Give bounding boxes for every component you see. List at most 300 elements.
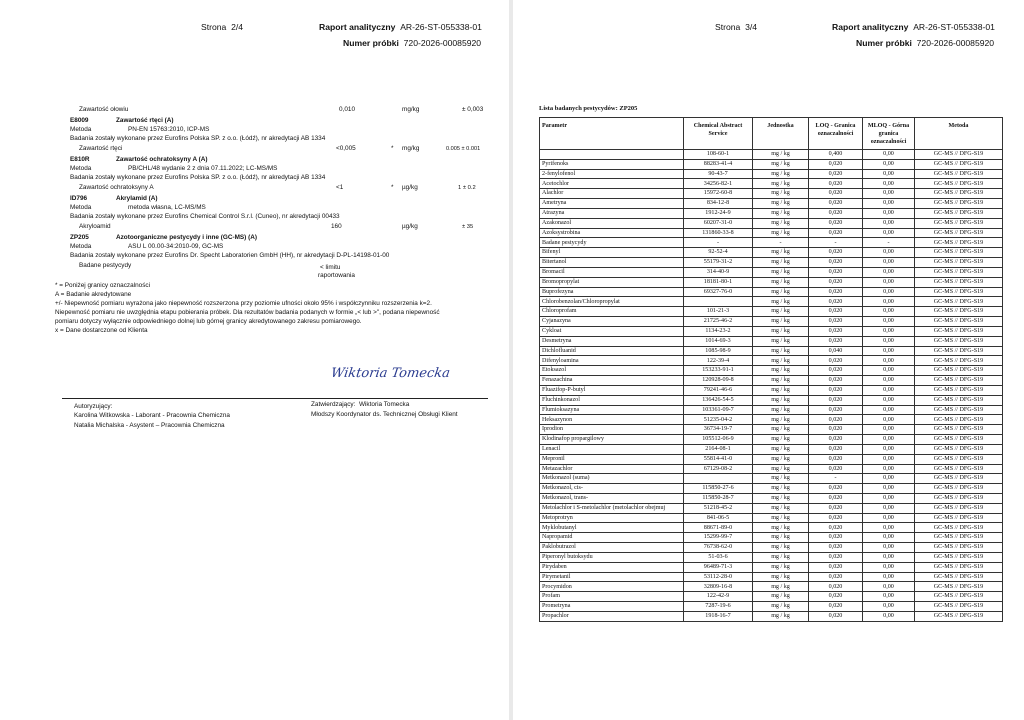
table-cell: 0,00 bbox=[863, 552, 915, 562]
table-row bbox=[540, 248, 1003, 258]
table-cell: 0,020 bbox=[809, 267, 863, 277]
table-cell: 15972-60-8 bbox=[684, 189, 753, 199]
lead-value: 0,010 bbox=[339, 106, 355, 113]
table-cell: 0,020 bbox=[809, 366, 863, 376]
table-cell: mg / kg bbox=[753, 611, 809, 621]
table-cell: GC-MS // DFG-S19 bbox=[915, 326, 1003, 336]
acrylamide-value: 160 bbox=[331, 223, 342, 230]
ochratoxin-unit: µg/kg bbox=[402, 184, 418, 191]
table-cell: mg / kg bbox=[753, 287, 809, 297]
table-cell: mg / kg bbox=[753, 444, 809, 454]
table-cell: mg / kg bbox=[753, 493, 809, 503]
column-header: Metoda bbox=[915, 118, 1003, 150]
table-cell: Mepronil bbox=[540, 454, 684, 464]
table-cell: GC-MS // DFG-S19 bbox=[915, 258, 1003, 268]
table-cell: 0,00 bbox=[863, 326, 915, 336]
table-cell: 153233-91-1 bbox=[684, 366, 753, 376]
table-cell: 0,020 bbox=[809, 405, 863, 415]
table-cell: Myklobutanyl bbox=[540, 523, 684, 533]
column-header: Jednostka bbox=[753, 118, 809, 150]
table-cell: 69327-76-0 bbox=[684, 287, 753, 297]
table-cell: Dichlofluanid bbox=[540, 346, 684, 356]
approver-role: Młodszy Koordynator ds. Technicznej Obsługi Klient bbox=[311, 411, 458, 418]
table-row bbox=[540, 592, 1003, 602]
table-cell: mg / kg bbox=[753, 454, 809, 464]
table-cell: mg / kg bbox=[753, 602, 809, 612]
table-cell: 0,00 bbox=[863, 208, 915, 218]
table-cell: mg / kg bbox=[753, 572, 809, 582]
table-cell: mg / kg bbox=[753, 326, 809, 336]
table-cell: Atrazyna bbox=[540, 208, 684, 218]
table-cell: 51218-45-2 bbox=[684, 503, 753, 513]
table-cell: GC-MS // DFG-S19 bbox=[915, 376, 1003, 386]
table-cell: mg / kg bbox=[753, 189, 809, 199]
table-cell: GC-MS // DFG-S19 bbox=[915, 503, 1003, 513]
report-number: Raport analityczny AR-26-ST-055338-01 bbox=[832, 22, 995, 32]
table-row bbox=[540, 513, 1003, 523]
table-cell: 0,00 bbox=[863, 267, 915, 277]
table-cell: GC-MS // DFG-S19 bbox=[915, 159, 1003, 169]
table-cell: 0,020 bbox=[809, 159, 863, 169]
test-title-id796: Akrylamid (A) bbox=[116, 195, 158, 202]
table-row bbox=[540, 238, 1003, 248]
table-cell: mg / kg bbox=[753, 258, 809, 268]
table-row bbox=[540, 425, 1003, 435]
table-row bbox=[540, 562, 1003, 572]
table-cell: mg / kg bbox=[753, 277, 809, 287]
table-row bbox=[540, 258, 1003, 268]
table-cell: 0,020 bbox=[809, 493, 863, 503]
table-row bbox=[540, 336, 1003, 346]
lead-uncertainty: ± 0,003 bbox=[462, 106, 484, 113]
table-row bbox=[540, 199, 1003, 209]
table-cell: GC-MS // DFG-S19 bbox=[915, 218, 1003, 228]
table-cell: GC-MS // DFG-S19 bbox=[915, 543, 1003, 553]
table-row bbox=[540, 376, 1003, 386]
table-cell: 0,020 bbox=[809, 199, 863, 209]
table-cell: GC-MS // DFG-S19 bbox=[915, 572, 1003, 582]
table-cell: Metkonazol, trans- bbox=[540, 493, 684, 503]
table-cell: mg / kg bbox=[753, 464, 809, 474]
table-cell: 0,00 bbox=[863, 444, 915, 454]
table-cell: GC-MS // DFG-S19 bbox=[915, 582, 1003, 592]
table-cell: 0,00 bbox=[863, 523, 915, 533]
table-cell: 0,00 bbox=[863, 287, 915, 297]
table-cell: Pyrifenoks bbox=[540, 159, 684, 169]
author: Natalia Michalska - Asystent – Pracownia Chemiczna bbox=[74, 422, 225, 429]
table-cell: 0,020 bbox=[809, 611, 863, 621]
table-cell: mg / kg bbox=[753, 513, 809, 523]
table-cell: Lenacil bbox=[540, 444, 684, 454]
table-cell: GC-MS // DFG-S19 bbox=[915, 405, 1003, 415]
table-cell: mg / kg bbox=[753, 346, 809, 356]
table-cell: 122-39-4 bbox=[684, 356, 753, 366]
table-cell: GC-MS // DFG-S19 bbox=[915, 513, 1003, 523]
table-cell: 88283-41-4 bbox=[684, 159, 753, 169]
table-row bbox=[540, 444, 1003, 454]
table-cell: Fluazifop-P-butyl bbox=[540, 385, 684, 395]
table-cell: 0,020 bbox=[809, 562, 863, 572]
table-cell: 96489-71-3 bbox=[684, 562, 753, 572]
table-cell: 136426-54-5 bbox=[684, 395, 753, 405]
table-cell: Buprofezyna bbox=[540, 287, 684, 297]
pesticides-table bbox=[539, 117, 1003, 622]
table-cell: 0,00 bbox=[863, 336, 915, 346]
table-cell: 36734-19-7 bbox=[684, 425, 753, 435]
method-id796: metoda własna, LC-MS/MS bbox=[128, 204, 206, 211]
table-cell: mg / kg bbox=[753, 405, 809, 415]
table-cell bbox=[684, 297, 753, 307]
handwritten-signature: Wiktoria Tomecka bbox=[329, 366, 451, 381]
table-cell: 0,020 bbox=[809, 277, 863, 287]
lab-zp205: Badania zostały wykonane przez Eurofins Dr. Specht Laboratorien GmbH (HH), nr akredytacji D-PL-14198-01-00 bbox=[70, 252, 390, 259]
table-cell: 0,00 bbox=[863, 533, 915, 543]
table-cell: mg / kg bbox=[753, 543, 809, 553]
table-cell: 0,020 bbox=[809, 543, 863, 553]
table-cell: Procymidon bbox=[540, 582, 684, 592]
acrylamide-label: Akryloamid bbox=[79, 223, 111, 230]
report-page-3 bbox=[513, 0, 1024, 720]
table-cell: 18181-80-1 bbox=[684, 277, 753, 287]
table-cell: 0,020 bbox=[809, 228, 863, 238]
table-cell: mg / kg bbox=[753, 179, 809, 189]
table-cell: GC-MS // DFG-S19 bbox=[915, 523, 1003, 533]
table-cell: mg / kg bbox=[753, 376, 809, 386]
table-cell: 0,020 bbox=[809, 444, 863, 454]
table-cell: Pirymetanil bbox=[540, 572, 684, 582]
table-cell: GC-MS // DFG-S19 bbox=[915, 297, 1003, 307]
table-cell: Difenyloamina bbox=[540, 356, 684, 366]
table-cell: mg / kg bbox=[753, 356, 809, 366]
method-label: Metoda bbox=[70, 165, 92, 172]
table-cell: 0,00 bbox=[863, 199, 915, 209]
table-cell: GC-MS // DFG-S19 bbox=[915, 199, 1003, 209]
table-cell: 120928-09-8 bbox=[684, 376, 753, 386]
table-cell: 841-06-5 bbox=[684, 513, 753, 523]
ochratoxin-uncertainty: 1 ± 0.2 bbox=[458, 185, 476, 191]
test-code-zp205: ZP205 bbox=[70, 234, 89, 241]
table-cell: Cykloat bbox=[540, 326, 684, 336]
table-cell: mg / kg bbox=[753, 523, 809, 533]
table-cell: 314-40-9 bbox=[684, 267, 753, 277]
table-cell: 90-43-7 bbox=[684, 169, 753, 179]
table-cell: mg / kg bbox=[753, 150, 809, 160]
table-cell: 115850-28-7 bbox=[684, 493, 753, 503]
authors-label: Autoryzujący: bbox=[74, 403, 113, 410]
table-cell: 0,020 bbox=[809, 464, 863, 474]
table-body bbox=[540, 150, 1003, 622]
table-cell: 0,020 bbox=[809, 287, 863, 297]
table-row bbox=[540, 405, 1003, 415]
mercury-star: * bbox=[391, 145, 394, 152]
table-cell: 0,020 bbox=[809, 395, 863, 405]
table-cell: 0,00 bbox=[863, 464, 915, 474]
table-cell: Azakonazol bbox=[540, 218, 684, 228]
table-cell: Azoksystrobina bbox=[540, 228, 684, 238]
table-cell: GC-MS // DFG-S19 bbox=[915, 346, 1003, 356]
table-cell: mg / kg bbox=[753, 425, 809, 435]
table-cell: 0,00 bbox=[863, 582, 915, 592]
table-cell: GC-MS // DFG-S19 bbox=[915, 552, 1003, 562]
page-number: Strona 3/4 bbox=[715, 22, 758, 32]
column-header: LOQ - Granica oznaczalności bbox=[809, 118, 863, 150]
table-row bbox=[540, 503, 1003, 513]
table-row bbox=[540, 523, 1003, 533]
table-cell: GC-MS // DFG-S19 bbox=[915, 464, 1003, 474]
table-row bbox=[540, 454, 1003, 464]
table-row bbox=[540, 533, 1003, 543]
table-cell: 0,00 bbox=[863, 258, 915, 268]
table-cell: Desmetryna bbox=[540, 336, 684, 346]
table-cell: GC-MS // DFG-S19 bbox=[915, 602, 1003, 612]
table-cell: 0,00 bbox=[863, 346, 915, 356]
table-cell: mg / kg bbox=[753, 248, 809, 258]
table-cell: GC-MS // DFG-S19 bbox=[915, 287, 1003, 297]
table-cell: 0,020 bbox=[809, 307, 863, 317]
table-cell: GC-MS // DFG-S19 bbox=[915, 611, 1003, 621]
table-cell: 0,00 bbox=[863, 592, 915, 602]
table-row bbox=[540, 189, 1003, 199]
table-cell: Chloroprofam bbox=[540, 307, 684, 317]
table-cell: 0,020 bbox=[809, 376, 863, 386]
test-code-e810r: E810R bbox=[70, 156, 90, 163]
table-cell: 105512-06-9 bbox=[684, 435, 753, 445]
table-cell: 79241-46-6 bbox=[684, 385, 753, 395]
table-cell: Bitertanol bbox=[540, 258, 684, 268]
table-cell: 0,00 bbox=[863, 454, 915, 464]
table-cell: 0,020 bbox=[809, 533, 863, 543]
table-cell: Flumioksazyna bbox=[540, 405, 684, 415]
table-row bbox=[540, 287, 1003, 297]
table-cell bbox=[540, 150, 684, 160]
table-cell: GC-MS // DFG-S19 bbox=[915, 444, 1003, 454]
table-row bbox=[540, 602, 1003, 612]
table-cell: Bifenyl bbox=[540, 248, 684, 258]
table-cell bbox=[684, 474, 753, 484]
column-header: Chemical Abstract Service bbox=[684, 118, 753, 150]
table-row bbox=[540, 582, 1003, 592]
table-row bbox=[540, 484, 1003, 494]
legend-line: +/- Niepewność pomiaru wyrażona jako niepewność rozszerzona przy poziomie ufności około 95% i współczynniku rozszerzenia k=2. bbox=[55, 300, 432, 307]
table-cell: 0,020 bbox=[809, 454, 863, 464]
table-cell: 0,020 bbox=[809, 435, 863, 445]
table-cell: - bbox=[753, 238, 809, 248]
table-cell: Bromacil bbox=[540, 267, 684, 277]
table-cell: 0,00 bbox=[863, 150, 915, 160]
table-cell: mg / kg bbox=[753, 267, 809, 277]
table-cell: GC-MS // DFG-S19 bbox=[915, 179, 1003, 189]
table-cell: mg / kg bbox=[753, 159, 809, 169]
table-cell: mg / kg bbox=[753, 474, 809, 484]
method-e8009: PN-EN 15763:2010, ICP-MS bbox=[128, 126, 210, 133]
table-cell: GC-MS // DFG-S19 bbox=[915, 592, 1003, 602]
table-cell: GC-MS // DFG-S19 bbox=[915, 208, 1003, 218]
table-cell: 0,00 bbox=[863, 317, 915, 327]
table-cell: mg / kg bbox=[753, 484, 809, 494]
table-cell: 55814-41-0 bbox=[684, 454, 753, 464]
lab-e810r: Badania zostały wykonane przez Eurofins Polska SP. z o.o. (Łódź), nr akredytacji AB 1334 bbox=[70, 174, 326, 181]
test-title-zp205: Azotoorganiczne pestycydy i inne (GC-MS) (A) bbox=[116, 234, 257, 241]
page-number: Strona 2/4 bbox=[201, 22, 244, 32]
sample-number: Numer próbki 720-2026-00085920 bbox=[343, 38, 482, 48]
table-cell: 0,00 bbox=[863, 513, 915, 523]
table-cell: 60207-31-0 bbox=[684, 218, 753, 228]
table-cell: 0,020 bbox=[809, 425, 863, 435]
table-cell: GC-MS // DFG-S19 bbox=[915, 248, 1003, 258]
method-e810r: PB/CHL/48 wydanie 2 z dnia 07.11.2022; LC-MS/MS bbox=[128, 165, 278, 172]
table-row bbox=[540, 464, 1003, 474]
table-row bbox=[540, 346, 1003, 356]
table-row bbox=[540, 159, 1003, 169]
table-cell: GC-MS // DFG-S19 bbox=[915, 562, 1003, 572]
lab-id796: Badania zostały wykonane przez Eurofins Chemical Control S.r.l. (Cuneo), nr akredytacji 00433 bbox=[70, 213, 340, 220]
table-cell: - bbox=[684, 238, 753, 248]
table-cell: mg / kg bbox=[753, 582, 809, 592]
table-cell: 122-42-9 bbox=[684, 592, 753, 602]
lead-label: Zawartość ołowiu bbox=[79, 106, 129, 113]
table-cell: 0,040 bbox=[809, 346, 863, 356]
table-cell: 0,00 bbox=[863, 395, 915, 405]
table-cell: 0,020 bbox=[809, 169, 863, 179]
table-cell: Piperonyl butoksydu bbox=[540, 552, 684, 562]
table-cell: GC-MS // DFG-S19 bbox=[915, 395, 1003, 405]
table-cell: Etoksazol bbox=[540, 366, 684, 376]
table-cell: mg / kg bbox=[753, 395, 809, 405]
test-title-e810r: Zawartość ochratoksyny A (A) bbox=[116, 156, 208, 163]
table-cell: GC-MS // DFG-S19 bbox=[915, 336, 1003, 346]
table-row bbox=[540, 611, 1003, 621]
table-cell: 0,020 bbox=[809, 582, 863, 592]
table-cell: 55179-31-2 bbox=[684, 258, 753, 268]
mercury-value: <0,005 bbox=[336, 145, 356, 152]
table-cell: 0,00 bbox=[863, 297, 915, 307]
table-cell: mg / kg bbox=[753, 533, 809, 543]
table-cell: 0,00 bbox=[863, 356, 915, 366]
table-cell: 0,020 bbox=[809, 523, 863, 533]
table-cell: 51-03-6 bbox=[684, 552, 753, 562]
method-label: Metoda bbox=[70, 126, 92, 133]
divider bbox=[62, 398, 488, 399]
table-cell: GC-MS // DFG-S19 bbox=[915, 435, 1003, 445]
table-row bbox=[540, 435, 1003, 445]
table-cell: GC-MS // DFG-S19 bbox=[915, 267, 1003, 277]
table-cell: Fluchinkonazol bbox=[540, 395, 684, 405]
table-cell: 67129-08-2 bbox=[684, 464, 753, 474]
lab-e8009: Badania zostały wykonane przez Eurofins Polska SP. z o.o. (Łódź), nr akredytacji AB 1334 bbox=[70, 135, 326, 142]
table-cell: 2-fenylofenol bbox=[540, 169, 684, 179]
table-cell: GC-MS // DFG-S19 bbox=[915, 189, 1003, 199]
table-cell: 0,00 bbox=[863, 425, 915, 435]
test-code-e8009: E8009 bbox=[70, 117, 89, 124]
table-cell: Paklobutrazol bbox=[540, 543, 684, 553]
test-title-e8009: Zawartość rtęci (A) bbox=[116, 117, 174, 124]
table-row bbox=[540, 572, 1003, 582]
ochratoxin-value: <1 bbox=[336, 184, 344, 191]
table-cell: GC-MS // DFG-S19 bbox=[915, 277, 1003, 287]
table-cell: mg / kg bbox=[753, 307, 809, 317]
table-cell: Cyjanazyna bbox=[540, 317, 684, 327]
mercury-unit: mg/kg bbox=[402, 145, 420, 152]
table-cell: 0,00 bbox=[863, 415, 915, 425]
table-cell: 21725-46-2 bbox=[684, 317, 753, 327]
table-cell: Acetochlor bbox=[540, 179, 684, 189]
table-cell: 1085-98-9 bbox=[684, 346, 753, 356]
table-cell: 103361-09-7 bbox=[684, 405, 753, 415]
table-cell: - bbox=[863, 238, 915, 248]
table-cell: 0,020 bbox=[809, 602, 863, 612]
table-cell: 0,00 bbox=[863, 385, 915, 395]
table-cell: 0,00 bbox=[863, 435, 915, 445]
table-cell: mg / kg bbox=[753, 317, 809, 327]
table-row bbox=[540, 552, 1003, 562]
table-cell: 0,020 bbox=[809, 385, 863, 395]
table-cell: Ametryna bbox=[540, 199, 684, 209]
pesticides-label: Badane pestycydy bbox=[79, 262, 132, 269]
table-cell: 0,00 bbox=[863, 376, 915, 386]
table-cell: 53112-28-0 bbox=[684, 572, 753, 582]
table-cell: 0,00 bbox=[863, 159, 915, 169]
table-cell: Alachlor bbox=[540, 189, 684, 199]
table-cell: 1134-23-2 bbox=[684, 326, 753, 336]
table-cell: 0,00 bbox=[863, 366, 915, 376]
table-row bbox=[540, 385, 1003, 395]
table-cell: 1912-24-9 bbox=[684, 208, 753, 218]
table-cell: mg / kg bbox=[753, 218, 809, 228]
table-cell: 0,00 bbox=[863, 277, 915, 287]
ochratoxin-label: Zawartość ochratoksyny A bbox=[79, 184, 154, 191]
table-cell: 32809-16-8 bbox=[684, 582, 753, 592]
table-cell: 0,00 bbox=[863, 218, 915, 228]
table-cell: GC-MS // DFG-S19 bbox=[915, 385, 1003, 395]
table-cell: mg / kg bbox=[753, 199, 809, 209]
table-cell: Napropamid bbox=[540, 533, 684, 543]
table-cell: 0,00 bbox=[863, 562, 915, 572]
table-cell: Propachlor bbox=[540, 611, 684, 621]
table-cell: mg / kg bbox=[753, 415, 809, 425]
table-cell: GC-MS // DFG-S19 bbox=[915, 356, 1003, 366]
table-cell: 0,020 bbox=[809, 503, 863, 513]
table-row bbox=[540, 543, 1003, 553]
table-cell: 0,00 bbox=[863, 248, 915, 258]
table-cell: Pirydaben bbox=[540, 562, 684, 572]
table-cell: mg / kg bbox=[753, 385, 809, 395]
lead-unit: mg/kg bbox=[402, 106, 420, 113]
table-cell: GC-MS // DFG-S19 bbox=[915, 484, 1003, 494]
table-cell: Profam bbox=[540, 592, 684, 602]
table-cell: mg / kg bbox=[753, 503, 809, 513]
method-label: Metoda bbox=[70, 243, 92, 250]
table-cell: mg / kg bbox=[753, 562, 809, 572]
table-cell: 88671-89-0 bbox=[684, 523, 753, 533]
table-row bbox=[540, 415, 1003, 425]
legend-line: Niepewność pomiaru nie uwzględnia etapu pobierania próbek. Dla rezultatów badania podanych w formie „< lub >", podana niepewność bbox=[55, 309, 440, 316]
table-cell: 115850-27-6 bbox=[684, 484, 753, 494]
table-cell: 0,020 bbox=[809, 297, 863, 307]
table-cell: - bbox=[809, 238, 863, 248]
table-cell: 0,00 bbox=[863, 405, 915, 415]
table-cell: GC-MS // DFG-S19 bbox=[915, 415, 1003, 425]
pesticides-value-cont: raportowania bbox=[318, 272, 355, 279]
table-row bbox=[540, 297, 1003, 307]
table-cell: Metkonazol (suma) bbox=[540, 474, 684, 484]
table-cell: Metkonazol, cis- bbox=[540, 484, 684, 494]
column-header: Parametr bbox=[540, 118, 684, 150]
table-cell: 0,00 bbox=[863, 474, 915, 484]
table-cell: mg / kg bbox=[753, 592, 809, 602]
table-cell: Badane pestycydy bbox=[540, 238, 684, 248]
table-row bbox=[540, 228, 1003, 238]
method-label: Metoda bbox=[70, 204, 92, 211]
